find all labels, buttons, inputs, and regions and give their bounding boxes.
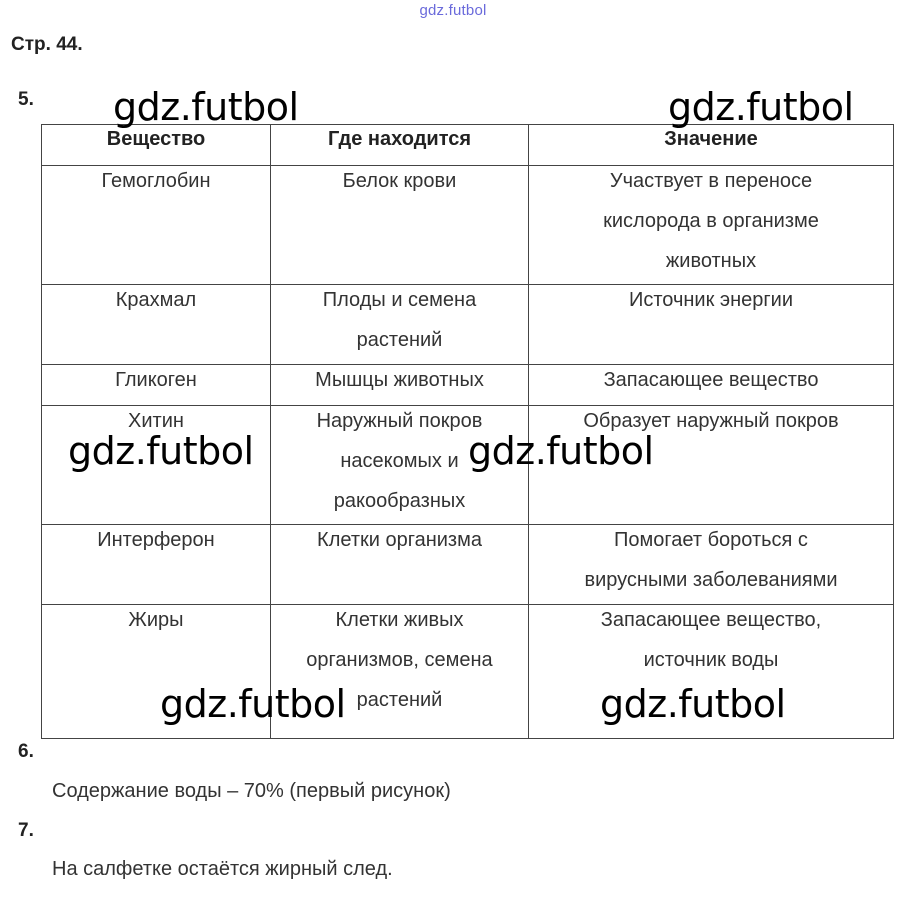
watermark: gdz.futbol [668, 85, 854, 129]
substance-cell: Гликоген [42, 365, 271, 406]
location-cell: Белок крови [271, 166, 529, 285]
meaning-cell: Образует наружный покров [529, 406, 894, 525]
substance-cell: Крахмал [42, 285, 271, 365]
watermark: gdz.futbol [468, 429, 654, 473]
substance-cell: Гемоглобин [42, 166, 271, 285]
location-cell: Клетки организма [271, 525, 529, 605]
column-header-location: Где находится [271, 125, 529, 166]
location-cell: Клетки живых организмов, семена растений [271, 605, 529, 739]
watermark: gdz.futbol [113, 85, 299, 129]
meaning-cell: Источник энергии [529, 285, 894, 365]
substance-cell: Хитин [42, 406, 271, 525]
substance-cell: Интерферон [42, 525, 271, 605]
column-header-meaning: Значение [529, 125, 894, 166]
table-row [42, 285, 894, 365]
question-7-number: 7. [18, 820, 34, 841]
location-cell: Плоды и семена растений [271, 285, 529, 365]
meaning-cell: Участвует в переносе кислорода в организме животных [529, 166, 894, 285]
table-header-row [42, 125, 894, 166]
column-header-substance: Вещество [42, 125, 271, 166]
top-watermark: gdz.futbol [419, 2, 487, 19]
meaning-cell: Запасающее вещество, источник воды [529, 605, 894, 739]
watermark: gdz.futbol [68, 429, 254, 473]
page-label: Стр. 44. [11, 34, 83, 55]
table-row [42, 525, 894, 605]
meaning-cell: Помогает бороться с вирусными заболеваниями [529, 525, 894, 605]
substance-cell: Жиры [42, 605, 271, 739]
watermark: gdz.futbol [600, 682, 786, 726]
table-row [42, 166, 894, 285]
question-6-number: 6. [18, 741, 34, 762]
question-5-number: 5. [18, 89, 34, 110]
question-6-answer: Содержание воды – 70% (первый рисунок) [52, 780, 451, 802]
location-cell: Наружный покров насекомых и ракообразных [271, 406, 529, 525]
table-row [42, 365, 894, 406]
location-cell: Мышцы животных [271, 365, 529, 406]
question-7-answer: На салфетке остаётся жирный след. [52, 858, 393, 880]
watermark: gdz.futbol [160, 682, 346, 726]
meaning-cell: Запасающее вещество [529, 365, 894, 406]
